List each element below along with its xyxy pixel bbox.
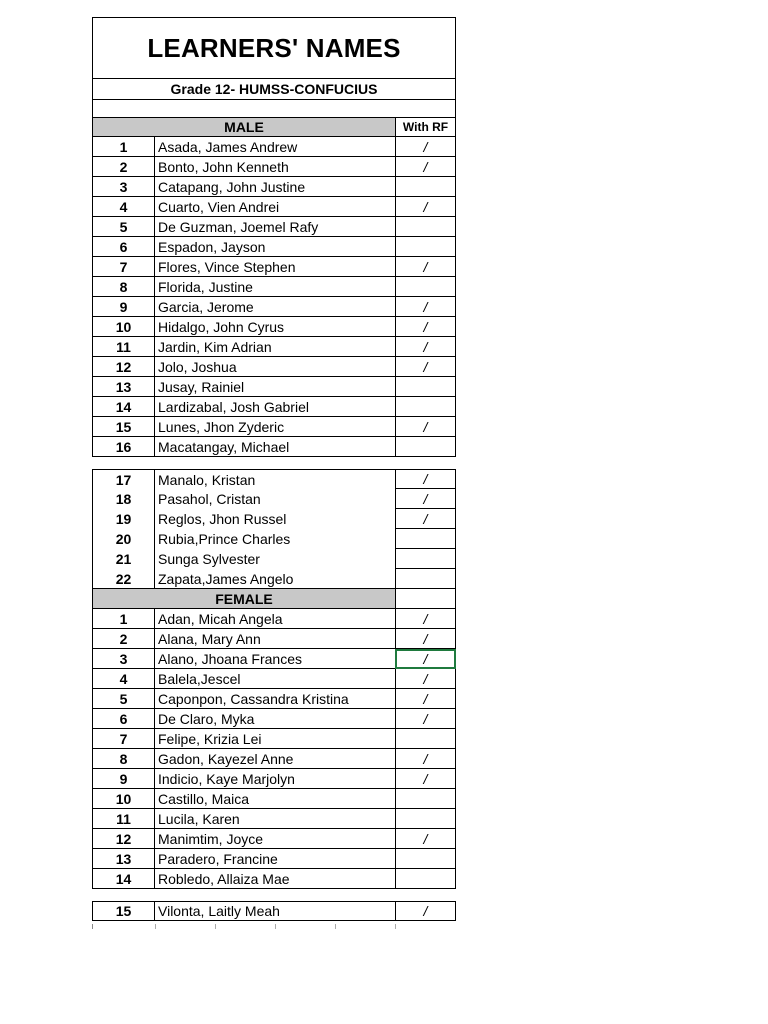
with-rf-mark: / [395,749,456,769]
row-number: 10 [92,317,154,337]
row-number: 21 [92,549,154,569]
grade-section-label: Grade 12- HUMSS-CONFUCIUS [92,78,456,100]
with-rf-mark: / [395,337,456,357]
with-rf-mark [395,869,456,889]
learner-name: Balela,Jescel [154,669,395,689]
male-header: MALE [92,117,395,137]
learner-name: Gadon, Kayezel Anne [154,749,395,769]
with-rf-mark: / [395,357,456,377]
row-number: 11 [92,809,154,829]
row-number: 2 [92,629,154,649]
page-gap [92,457,456,469]
learner-name: Jolo, Joshua [154,357,395,377]
with-rf-mark: / [395,417,456,437]
male-rows-part1 [92,137,456,457]
female-header-row [92,589,456,609]
row-number: 15 [92,417,154,437]
row-number: 13 [92,849,154,869]
row-number: 12 [92,829,154,849]
row-number: 6 [92,237,154,257]
learner-name: De Guzman, Joemel Rafy [154,217,395,237]
learner-name: Paradero, Francine [154,849,395,869]
with-rf-mark: / [395,769,456,789]
row-number: 9 [92,769,154,789]
row-number: 11 [92,337,154,357]
learner-name: Sunga Sylvester [154,549,395,569]
learner-name: Lucila, Karen [154,809,395,829]
with-rf-mark: / [395,469,456,489]
learner-name: Zapata,James Angelo [154,569,395,589]
with-rf-mark [395,549,456,569]
learner-name: Felipe, Krizia Lei [154,729,395,749]
learner-name: Jardin, Kim Adrian [154,337,395,357]
with-rf-mark [395,789,456,809]
learner-name: Indicio, Kaye Marjolyn [154,769,395,789]
with-rf-mark [395,849,456,869]
with-rf-mark: / [395,689,456,709]
row-number: 7 [92,257,154,277]
learner-name: Asada, James Andrew [154,137,395,157]
row-number: 22 [92,569,154,589]
with-rf-mark: / [395,137,456,157]
row-number: 9 [92,297,154,317]
with-rf-mark: / [395,609,456,629]
page-gap [92,889,456,901]
row-number: 13 [92,377,154,397]
with-rf-mark: / [395,901,456,921]
with-rf-mark: / [395,157,456,177]
learner-name: Robledo, Allaiza Mae [154,869,395,889]
row-number: 18 [92,489,154,509]
sheet-title: LEARNERS' NAMES [92,17,456,78]
row-number: 1 [92,137,154,157]
row-number: 17 [92,469,154,489]
male-rows-part2 [92,469,456,589]
learner-name: Vilonta, Laitly Meah [154,901,395,921]
row-number: 8 [92,277,154,297]
learner-name: Jusay, Rainiel [154,377,395,397]
with-rf-mark [395,437,456,457]
learner-name: Lardizabal, Josh Gabriel [154,397,395,417]
row-number: 20 [92,529,154,549]
with-rf-mark: / [395,197,456,217]
learner-name: Espadon, Jayson [154,237,395,257]
female-header-rf-cell [395,589,456,609]
learner-name: Reglos, Jhon Russel [154,509,395,529]
with-rf-mark: / [395,649,456,669]
with-rf-mark: / [395,669,456,689]
learner-name: De Claro, Myka [154,709,395,729]
row-number: 4 [92,669,154,689]
with-rf-mark [395,569,456,589]
with-rf-mark: / [395,509,456,529]
row-number: 12 [92,357,154,377]
female-rows-part2 [92,901,456,921]
with-rf-mark [395,529,456,549]
row-number: 14 [92,869,154,889]
with-rf-header: With RF [395,117,456,137]
learner-name: Manalo, Kristan [154,469,395,489]
row-number: 2 [92,157,154,177]
female-header: FEMALE [92,589,395,609]
learner-name: Florida, Justine [154,277,395,297]
learner-name: Catapang, John Justine [154,177,395,197]
row-number: 10 [92,789,154,809]
row-number: 14 [92,397,154,417]
row-number: 3 [92,177,154,197]
learner-name: Adan, Micah Angela [154,609,395,629]
row-number: 5 [92,217,154,237]
with-rf-mark [395,809,456,829]
learner-name: Flores, Vince Stephen [154,257,395,277]
with-rf-mark: / [395,629,456,649]
learner-name: Rubia,Prince Charles [154,529,395,549]
row-number: 15 [92,901,154,921]
with-rf-mark [395,377,456,397]
learner-name: Bonto, John Kenneth [154,157,395,177]
row-number: 5 [92,689,154,709]
row-number: 4 [92,197,154,217]
learner-name: Alana, Mary Ann [154,629,395,649]
row-number: 8 [92,749,154,769]
row-number: 1 [92,609,154,629]
row-number: 16 [92,437,154,457]
learner-name: Manimtim, Joyce [154,829,395,849]
female-rows-part1 [92,609,456,889]
row-number: 19 [92,509,154,529]
learner-name: Caponpon, Cassandra Kristina [154,689,395,709]
learner-name: Macatangay, Michael [154,437,395,457]
learner-name: Alano, Jhoana Frances [154,649,395,669]
with-rf-mark [395,237,456,257]
with-rf-mark [395,729,456,749]
learners-sheet [92,17,456,921]
row-number: 6 [92,709,154,729]
with-rf-mark [395,277,456,297]
with-rf-mark: / [395,297,456,317]
male-table [92,117,456,137]
row-number: 3 [92,649,154,669]
with-rf-mark: / [395,257,456,277]
learner-name: Garcia, Jerome [154,297,395,317]
learner-name: Cuarto, Vien Andrei [154,197,395,217]
learner-name: Lunes, Jhon Zyderic [154,417,395,437]
learner-name: Castillo, Maica [154,789,395,809]
with-rf-mark [395,177,456,197]
with-rf-mark: / [395,317,456,337]
with-rf-mark [395,217,456,237]
blank-row [92,100,456,117]
with-rf-mark [395,397,456,417]
table-fragment-lines [92,924,457,929]
learner-name: Hidalgo, John Cyrus [154,317,395,337]
with-rf-mark: / [395,489,456,509]
with-rf-mark: / [395,829,456,849]
row-number: 7 [92,729,154,749]
with-rf-mark: / [395,709,456,729]
learner-name: Pasahol, Cristan [154,489,395,509]
